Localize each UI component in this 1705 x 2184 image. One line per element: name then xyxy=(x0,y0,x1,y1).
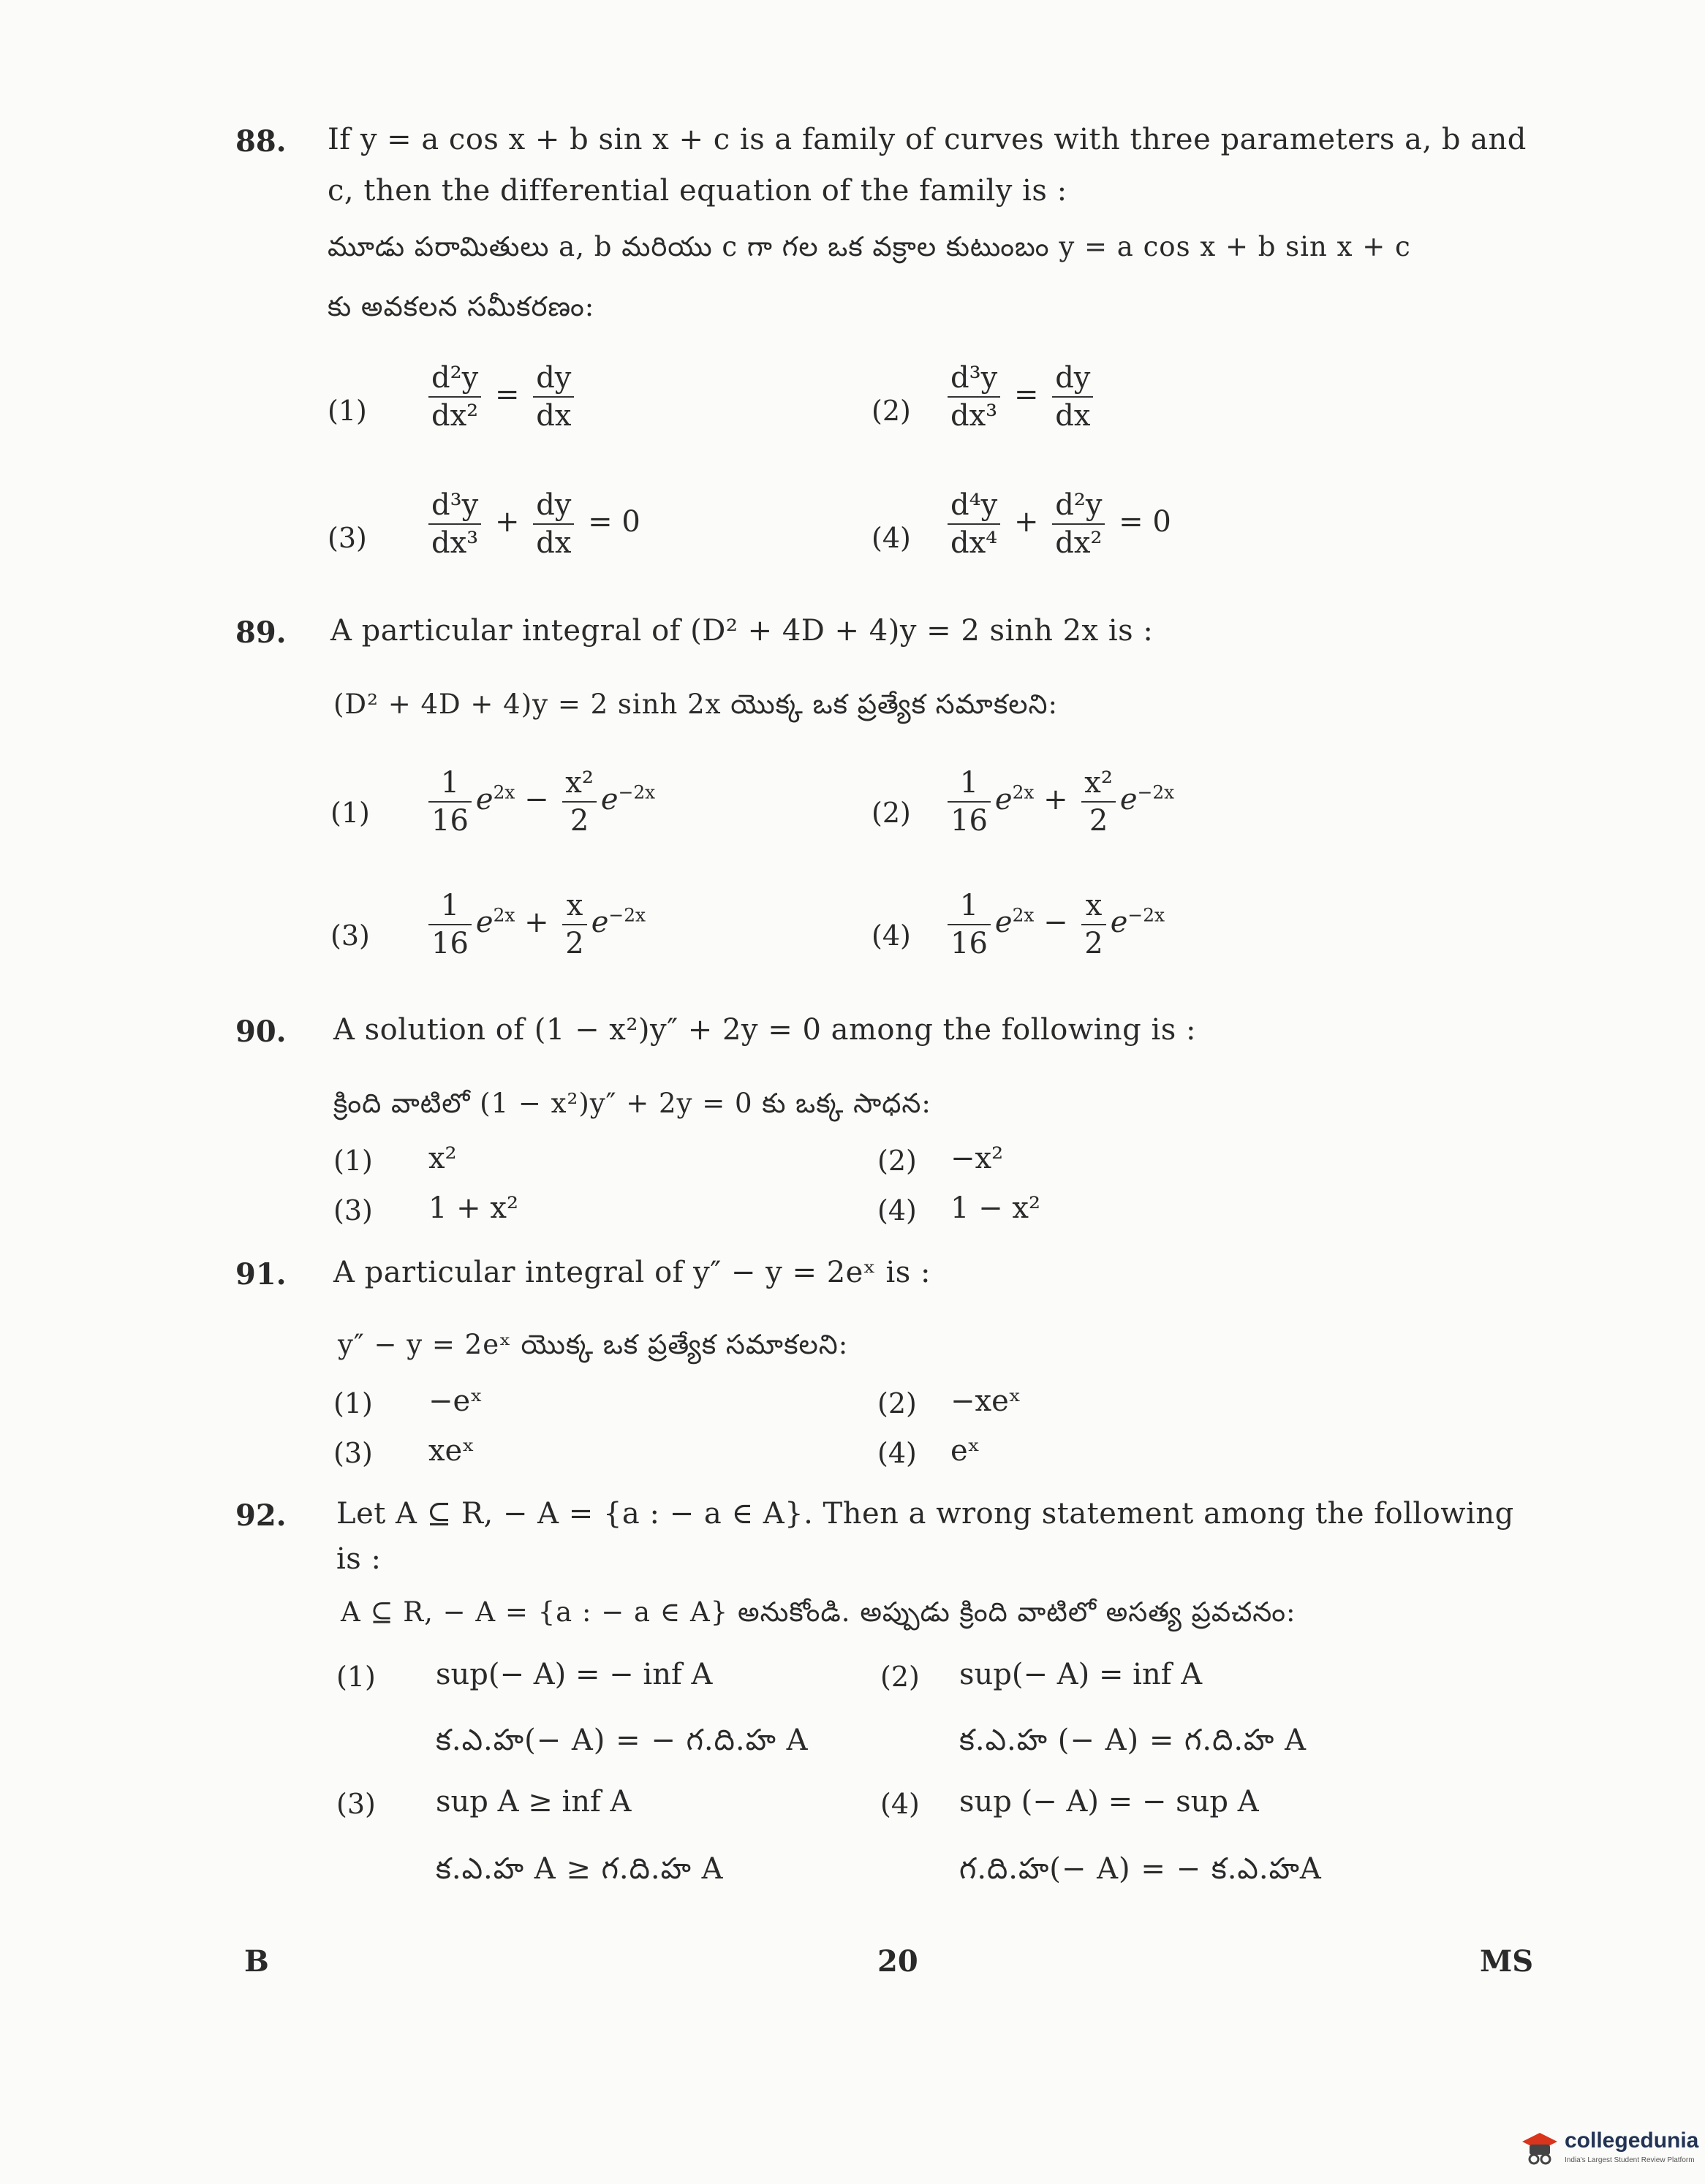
logo-tagline: India's Largest Student Review Platform xyxy=(1565,2156,1695,2164)
q88-option-4: $\frac{\text{d⁴y}}{\text{dx⁴}}$ + $\frac{\text{d²y}}{\text{dx²}}$ = 0 xyxy=(943,487,1171,561)
q91-option-4-label: (4) xyxy=(877,1437,917,1469)
q88-option-3: $\frac{\text{d³y}}{\text{dx³}}$ + $\frac{dy}{dx}$ = 0 xyxy=(424,487,640,561)
q88-option-4-label: (4) xyxy=(872,522,911,554)
question-88-number: 88. xyxy=(235,124,287,159)
graduation-cap-icon xyxy=(1519,2127,1560,2171)
question-92-text-en-2: is : xyxy=(336,1542,382,1576)
footer-booklet-code: B xyxy=(244,1944,269,1979)
q88-option-2: $\frac{\text{d³y}}{\text{dx³}}$ = $\frac{dy}{dx}$ xyxy=(943,360,1097,434)
q89-option-2-label: (2) xyxy=(872,797,911,829)
question-88-text-en-1: If y = a cos x + b sin x + c is a family of curves with three parameters a, b and xyxy=(328,123,1527,156)
q89-option-1-label: (1) xyxy=(330,797,370,829)
q90-option-2-label: (2) xyxy=(877,1145,917,1177)
question-88-text-te-2: కు అవకలన సమీకరణం: xyxy=(328,291,595,322)
question-91-number: 91. xyxy=(235,1257,287,1292)
q92-option-1: sup(− A) = − inf A xyxy=(436,1658,713,1691)
q92-option-3-te: క.ఎ.హ A ≥ గ.ది.హ A xyxy=(436,1852,724,1886)
question-92-text-en-1: Let A ⊆ R, − A = {a : − a ∈ A}. Then a wrong statement among the following xyxy=(336,1497,1514,1531)
question-91-text-te-1: y″ − y = 2eˣ యొక్క ఒక ప్రత్యేక సమాకలని: xyxy=(338,1329,849,1360)
q92-option-4: sup (− A) = − sup A xyxy=(959,1785,1259,1819)
q92-option-2-label: (2) xyxy=(880,1661,920,1693)
q90-option-1: x² xyxy=(428,1142,457,1175)
q91-option-4: eˣ xyxy=(950,1434,980,1468)
q89-option-4: $\frac{1}{16}$ $e^{2x}$ − $\frac{x}{2}$ $e^{-2x}$ xyxy=(943,887,1165,962)
question-88-text-en-2: c, then the differential equation of the family is : xyxy=(328,174,1067,208)
q89-option-3-label: (3) xyxy=(330,920,370,952)
q90-option-2: −x² xyxy=(950,1142,1004,1175)
question-89-text-te-1: (D² + 4D + 4)y = 2 sinh 2x యొక్క ఒక ప్రత్యేక సమాకలని: xyxy=(333,689,1058,720)
question-92-text-te-1: A ⊆ R, − A = {a : − a ∈ A} అనుకోండి. అప్పుడు క్రింది వాటిలో అసత్య ప్రవచనం: xyxy=(341,1596,1296,1628)
footer-subject-code: MS xyxy=(1480,1944,1534,1979)
q92-option-2: sup(− A) = inf A xyxy=(959,1658,1203,1691)
q88-option-3-label: (3) xyxy=(328,522,367,554)
question-89-text-en-1: A particular integral of (D² + 4D + 4)y = 2 sinh 2x is : xyxy=(330,614,1154,648)
question-90-text-en-1: A solution of (1 − x²)y″ + 2y = 0 among the following is : xyxy=(333,1013,1196,1047)
q89-option-4-label: (4) xyxy=(872,920,911,952)
question-91-text-en-1: A particular integral of y″ − y = 2eˣ is : xyxy=(333,1256,931,1289)
q90-option-3-label: (3) xyxy=(333,1194,373,1226)
q90-option-4-label: (4) xyxy=(877,1194,917,1226)
q92-option-3-label: (3) xyxy=(336,1788,376,1820)
logo-name: collegedunia xyxy=(1565,2128,1699,2153)
q91-option-1: −eˣ xyxy=(428,1384,483,1418)
q91-option-2: −xeˣ xyxy=(950,1384,1021,1418)
q91-option-3-label: (3) xyxy=(333,1437,373,1469)
q89-option-2: $\frac{1}{16}$ $e^{2x}$ + $\frac{\text{x²}}{2}$ $e^{-2x}$ xyxy=(943,765,1174,839)
collegedunia-logo xyxy=(1519,2127,1702,2178)
q92-option-4-te: గ.ది.హ(− A) = − క.ఎ.హA xyxy=(959,1852,1322,1886)
question-90-text-te-1: క్రింది వాటిలో (1 − x²)y″ + 2y = 0 కు ఒక్క సాధన: xyxy=(333,1088,931,1119)
question-90-number: 90. xyxy=(235,1015,287,1049)
q92-option-2-te: క.ఎ.హ (− A) = గ.ది.హ A xyxy=(959,1724,1307,1757)
q88-option-1: $\frac{\text{d²y}}{\text{dx²}}$ = $\frac{dy}{dx}$ xyxy=(424,360,578,434)
q92-option-1-te: క.ఎ.హ(− A) = − గ.ది.హ A xyxy=(436,1724,809,1757)
q91-option-2-label: (2) xyxy=(877,1387,917,1419)
q91-option-1-label: (1) xyxy=(333,1387,373,1419)
q92-option-1-label: (1) xyxy=(336,1661,376,1693)
q92-option-4-label: (4) xyxy=(880,1788,920,1820)
footer-page-number: 20 xyxy=(877,1944,918,1979)
q89-option-1: $\frac{1}{16}$ $e^{2x}$ − $\frac{\text{x²}}{2}$ $e^{-2x}$ xyxy=(424,765,655,839)
q92-option-3: sup A ≥ inf A xyxy=(436,1785,632,1819)
q90-option-1-label: (1) xyxy=(333,1145,373,1177)
q91-option-3: xeˣ xyxy=(428,1434,475,1468)
q89-option-3: $\frac{1}{16}$ $e^{2x}$ + $\frac{x}{2}$ $e^{-2x}$ xyxy=(424,887,646,962)
q90-option-4: 1 − x² xyxy=(950,1191,1040,1225)
question-88-text-te-1: మూడు పరామితులు a, b మరియు c గా గల ఒక వక్రాల కుటుంబం y = a cos x + b sin x + c xyxy=(328,231,1411,262)
question-89-number: 89. xyxy=(235,615,287,650)
q90-option-3: 1 + x² xyxy=(428,1191,518,1225)
q88-option-2-label: (2) xyxy=(872,395,911,427)
question-92-number: 92. xyxy=(235,1498,287,1533)
q88-option-1-label: (1) xyxy=(328,395,367,427)
